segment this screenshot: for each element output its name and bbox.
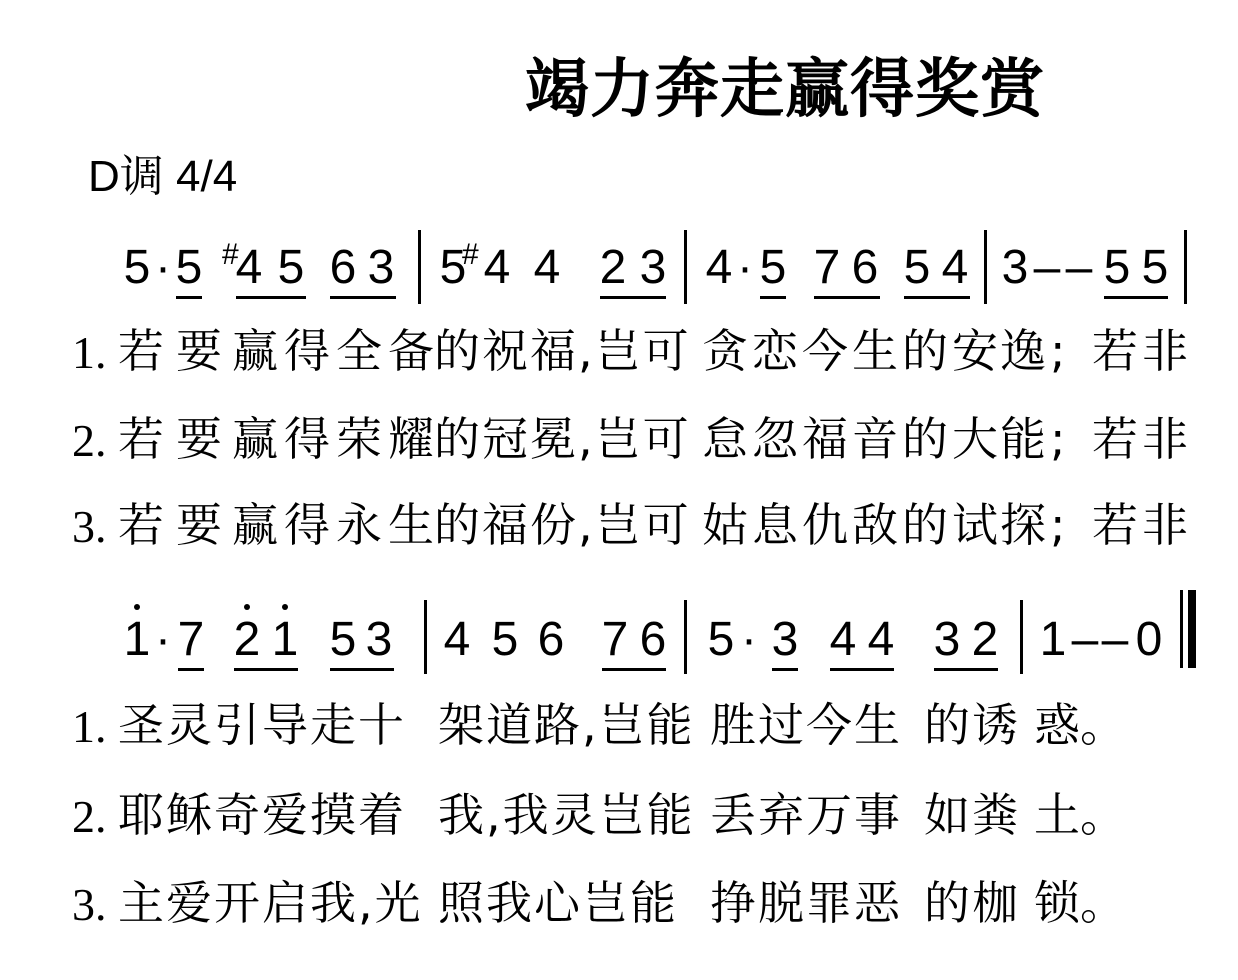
lyric-segment: 若要 (118, 412, 234, 466)
note: 3 (1001, 241, 1029, 294)
bar-line (684, 600, 687, 674)
note: 4 (235, 241, 263, 294)
verse-number: 3. (72, 501, 107, 552)
lyric-segment: 锁。 (1034, 876, 1126, 930)
underline-eighth (1104, 296, 1168, 299)
underline-eighth (178, 668, 204, 671)
dash-extension: – (1065, 241, 1093, 294)
lyric-segment: 我,我灵岂能 (438, 788, 695, 842)
note: 5 (123, 241, 151, 294)
underline-eighth (772, 668, 798, 671)
bar-line (984, 230, 987, 304)
high-octave-dot (282, 604, 288, 610)
verse-number: 2. (72, 791, 107, 842)
dash-extension: – (1101, 613, 1129, 666)
note: 3 (933, 613, 961, 666)
note: 3 (365, 613, 393, 666)
lyric-segment: 逸; (1000, 324, 1070, 378)
note: 0 (1135, 613, 1163, 666)
high-octave-dot (244, 604, 250, 610)
lyric-segment: 贪恋今生的安 (702, 324, 1002, 378)
note: 1 (1039, 613, 1067, 666)
lyric-segment: 若非 (1092, 498, 1192, 552)
note-high: 2 (233, 613, 261, 666)
note: 4 (941, 241, 969, 294)
lyric-segment: 赢得荣耀 (232, 412, 440, 466)
lyric-segment: 的诱 (924, 698, 1020, 752)
song-title: 竭力奔走赢得奖赏 (525, 53, 1045, 127)
note: 4 (705, 241, 733, 294)
lyric-segment: 丢弃万事 (710, 788, 902, 842)
lyric-segment: 的冠冕,岂可 (434, 412, 691, 466)
key-time-signature: D调 4/4 (88, 152, 238, 201)
note-high: 1 (271, 613, 299, 666)
lyric-segment: 的福份,岂可 (434, 498, 691, 552)
underline-eighth (934, 668, 998, 671)
verse-number: 1. (72, 701, 107, 752)
lyric-segment: 照我心岂能 (438, 876, 678, 930)
lyric-segment: 的枷 (924, 876, 1020, 930)
note: 4 (829, 613, 857, 666)
note: 7 (177, 613, 205, 666)
sharp-sign: # (462, 238, 479, 271)
bar-line (418, 230, 421, 304)
lyric-segment: 若要 (118, 498, 234, 552)
note: 5 (277, 241, 305, 294)
dot-extension: · (155, 241, 171, 294)
underline-eighth (330, 668, 394, 671)
lyric-segment: 圣灵引导走十 (118, 698, 406, 752)
note: 5 (329, 613, 357, 666)
lyric-segment: 胜过今生 (710, 698, 902, 752)
lyric-segment: 怠忽福音的大 (702, 412, 1002, 466)
underline-eighth (760, 296, 786, 299)
final-bar-thin (1180, 590, 1183, 668)
note-high: 1 (123, 613, 151, 666)
lyric-segment: 架道路,岂能 (438, 698, 695, 752)
note: 6 (329, 241, 357, 294)
dot-extension: · (741, 613, 757, 666)
underline-eighth (234, 668, 298, 671)
note: 6 (851, 241, 879, 294)
underline-eighth (600, 296, 666, 299)
bar-line (1020, 600, 1023, 674)
note: 5 (707, 613, 735, 666)
final-bar-thick (1188, 590, 1196, 668)
note: 3 (639, 241, 667, 294)
note: 6 (537, 613, 565, 666)
sharp-sign: # (222, 238, 239, 271)
underline-eighth (176, 296, 202, 299)
note: 2 (971, 613, 999, 666)
dash-extension: – (1033, 241, 1061, 294)
bar-line (424, 600, 427, 674)
underline-eighth (814, 296, 880, 299)
lyric-segment: 赢得永生 (232, 498, 440, 552)
note: 3 (771, 613, 799, 666)
note: 5 (1141, 241, 1169, 294)
note: 5 (491, 613, 519, 666)
lyric-segment: 主爱开启我,光 (118, 876, 423, 930)
lyric-segment: 土。 (1034, 788, 1126, 842)
note: 5 (175, 241, 203, 294)
note: 2 (599, 241, 627, 294)
dot-extension: · (737, 241, 753, 294)
dot-extension: · (155, 613, 171, 666)
underline-eighth (330, 296, 396, 299)
bar-line (684, 230, 687, 304)
lyric-segment: 的祝福,岂可 (434, 324, 691, 378)
note: 5 (759, 241, 787, 294)
lyric-segment: 探; (1000, 498, 1070, 552)
bar-line (1184, 230, 1187, 304)
note: 5 (903, 241, 931, 294)
high-octave-dot (134, 604, 140, 610)
lyric-segment: 惑。 (1034, 698, 1126, 752)
lyric-segment: 挣脱罪恶 (710, 876, 902, 930)
note: 4 (533, 241, 561, 294)
note: 5 (1103, 241, 1131, 294)
note: 4 (867, 613, 895, 666)
verse-number: 2. (72, 415, 107, 466)
verse-number: 1. (72, 327, 107, 378)
lyric-segment: 若非 (1092, 412, 1192, 466)
underline-eighth (904, 296, 970, 299)
underline-eighth (602, 668, 666, 671)
lyric-segment: 姑息仇敌的试 (702, 498, 1002, 552)
note: 4 (483, 241, 511, 294)
lyric-segment: 能; (1000, 412, 1070, 466)
lyric-segment: 若要 (118, 324, 234, 378)
note: 3 (367, 241, 395, 294)
note: 7 (813, 241, 841, 294)
lyric-segment: 耶稣奇爱摸着 (118, 788, 406, 842)
note: 6 (639, 613, 667, 666)
note: 4 (443, 613, 471, 666)
verse-number: 3. (72, 879, 107, 930)
note: 7 (601, 613, 629, 666)
lyric-segment: 赢得全备 (232, 324, 440, 378)
lyric-segment: 若非 (1092, 324, 1192, 378)
underline-eighth (830, 668, 894, 671)
note: 5 (439, 241, 467, 294)
underline-eighth (236, 296, 306, 299)
dash-extension: – (1071, 613, 1099, 666)
lyric-segment: 如粪 (924, 788, 1020, 842)
